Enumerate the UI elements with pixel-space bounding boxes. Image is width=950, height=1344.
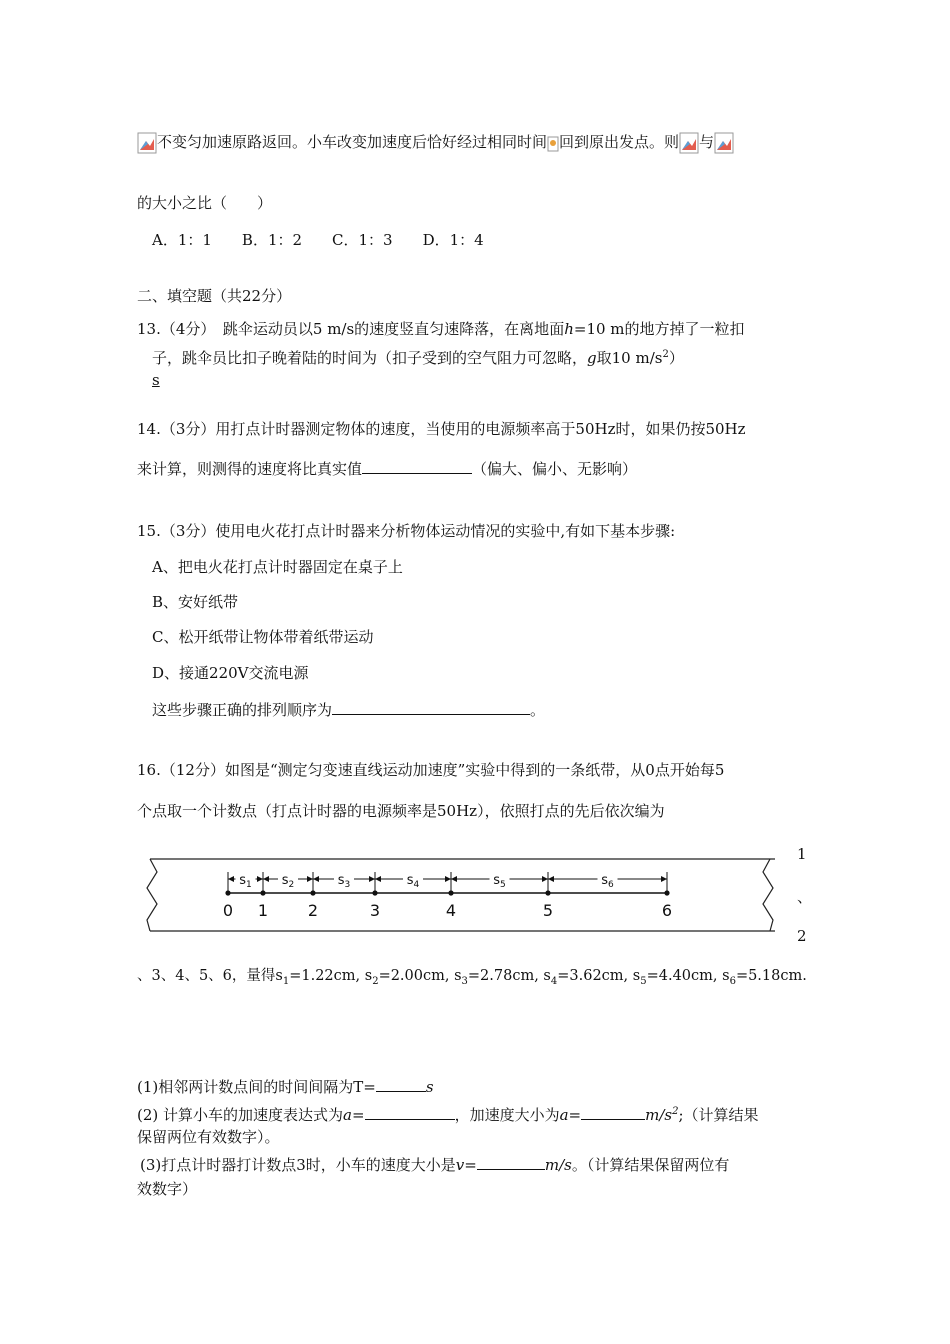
tape-segment-label: $s_6$: [601, 873, 614, 890]
dimension-arrow: [313, 876, 319, 882]
q15-step-a: A、把电火花打点计时器固定在桌子上: [152, 558, 403, 576]
measurement-value: =4.40cm, s: [646, 968, 730, 984]
dimension-arrow: [257, 876, 263, 882]
q16-side-3: 2: [797, 927, 807, 945]
answer-blank: [362, 458, 472, 474]
dimension-arrow: [263, 876, 269, 882]
broken-image-icon: [547, 133, 559, 153]
measurement-subscript: 4: [550, 975, 558, 987]
tape-segment-label: $s_5$: [493, 873, 506, 890]
answer-blank: [365, 1104, 455, 1120]
broken-image-icon: [679, 132, 699, 154]
dimension-arrow: [661, 876, 667, 882]
dimension-arrow: [228, 876, 234, 882]
tape-point-label: 0: [222, 901, 234, 920]
tape-dot: [310, 890, 315, 895]
q13-line2: 子，跳伞员比扣子晚着陆的时间为（扣子受到的空气阻力可忽略，g取10 $m/s^2$）: [152, 349, 684, 367]
q15-step-c: C、松开纸带让物体带着纸带运动: [152, 628, 374, 646]
q14-line1: 14.（3分）用打点计时器测定物体的速度，当使用的电源频率高于50Hz时，如果仍按50Hz: [137, 420, 746, 438]
measurement-value: =5.18cm.: [735, 968, 807, 984]
dimension-arrow: [451, 876, 457, 882]
q15-line1: 15.（3分）使用电火花打点计时器来分析物体运动情况的实验中,有如下基本步骤:: [137, 522, 676, 540]
q15-step-b: B、安好纸带: [152, 593, 239, 611]
q16-part3-line2: 效数字）: [137, 1180, 198, 1198]
dimension-arrow: [375, 876, 381, 882]
tape-dot: [664, 890, 669, 895]
measurement-value: =1.22cm, s: [289, 968, 373, 984]
tape-point-label: 2: [307, 901, 319, 920]
q16-part1: (1)相邻两计数点间的时间间隔为T= s: [137, 1078, 434, 1096]
dimension-arrow: [445, 876, 451, 882]
q15-order: 这些步骤正确的排列顺序为 。: [152, 701, 546, 719]
tape-point-label: 6: [661, 901, 673, 920]
q12-line2: 的大小之比（ ）: [137, 194, 273, 212]
q16-part2: (2) 计算小车的加速度表达式为a= ，加速度大小为$a= m/s^2$;（计算结果: [137, 1106, 759, 1124]
measurement-value: =2.00cm, s: [378, 968, 462, 984]
tape-segment-label: $s_2$: [281, 873, 295, 890]
tape-point-label: 4: [445, 901, 457, 920]
dimension-arrow: [542, 876, 548, 882]
q16-part2-line2: 保留两位有效数字）。: [137, 1128, 280, 1146]
tape-dot: [448, 890, 453, 895]
measurement-value: =3.62cm, s: [557, 968, 641, 984]
broken-image-icon: [137, 132, 157, 154]
measurement-subscript: 3: [461, 975, 468, 987]
tape-point-label: 5: [542, 901, 554, 920]
q15-step-d: D、接通220V交流电源: [152, 664, 309, 682]
tape-dot: [225, 890, 230, 895]
q16-side-1: 1: [797, 845, 807, 863]
q16-side-2: 、: [797, 888, 813, 906]
answer-blank: [581, 1104, 645, 1120]
tape-segment-label: $s_1$: [239, 873, 252, 890]
q16-line2: 个点取一个计数点（打点计时器的电源频率是50Hz），依照打点的先后依次编为: [137, 802, 665, 820]
q12-line1: 不变匀加速原路返回。小车改变加速度后恰好经过相同时间 回到原出发点。则 与: [137, 132, 734, 154]
measurement-subscript: 1: [282, 975, 290, 987]
section-title: 二、填空题（共22分）: [137, 287, 292, 305]
tape-segment-label: $s_3$: [337, 873, 351, 890]
q14-line2: 来计算，则测得的速度将比真实值 （偏大、偏小、无影响）: [137, 460, 638, 478]
q16-measurements: 、3、4、5、6，量得$s_1=1.22cm$, $s_2=2.00cm$, $s_3=2.78cm$, $s_4=3.62cm$, $s_5=4.40cm$, $s_6=5.18cm$.: [137, 968, 807, 987]
answer-blank: [332, 699, 530, 715]
dimension-arrow: [548, 876, 554, 882]
dimension-arrow: [307, 876, 313, 882]
paper-tape-figure: [145, 858, 775, 932]
q16-line1: 16.（12分）如图是“测定匀变速直线运动加速度”实验中得到的一条纸带，从0点开始每5: [137, 761, 725, 779]
answer-blank: [376, 1076, 426, 1092]
measurement-value: =2.78cm, s: [467, 968, 551, 984]
tape-dot: [372, 890, 377, 895]
tape-point-label: 1: [257, 901, 269, 920]
measurement-subscript: 5: [640, 975, 647, 987]
measurement-subscript: 6: [729, 975, 736, 987]
tape-dot: [260, 890, 265, 895]
broken-image-icon: [714, 132, 734, 154]
q13-line1: 13.（4分） 跳伞运动员以5 m/s的速度竖直匀速降落，在离地面h=10 m的地方掉了一粒扣: [137, 320, 745, 338]
tape-dot: [545, 890, 550, 895]
q12-options: A．1：1 B．1：2 C．1：3 D．1：4: [152, 231, 484, 249]
q13-unit: s: [152, 371, 160, 389]
tape-point-label: 3: [369, 901, 381, 920]
tape-segment-label: $s_4$: [406, 873, 420, 890]
q16-part3: (3)打点计时器打计数点3时，小车的速度大小是v= m/s。（计算结果保留两位有: [140, 1156, 730, 1174]
answer-blank: [477, 1154, 545, 1170]
dimension-arrow: [369, 876, 375, 882]
measurement-subscript: 2: [372, 975, 379, 987]
